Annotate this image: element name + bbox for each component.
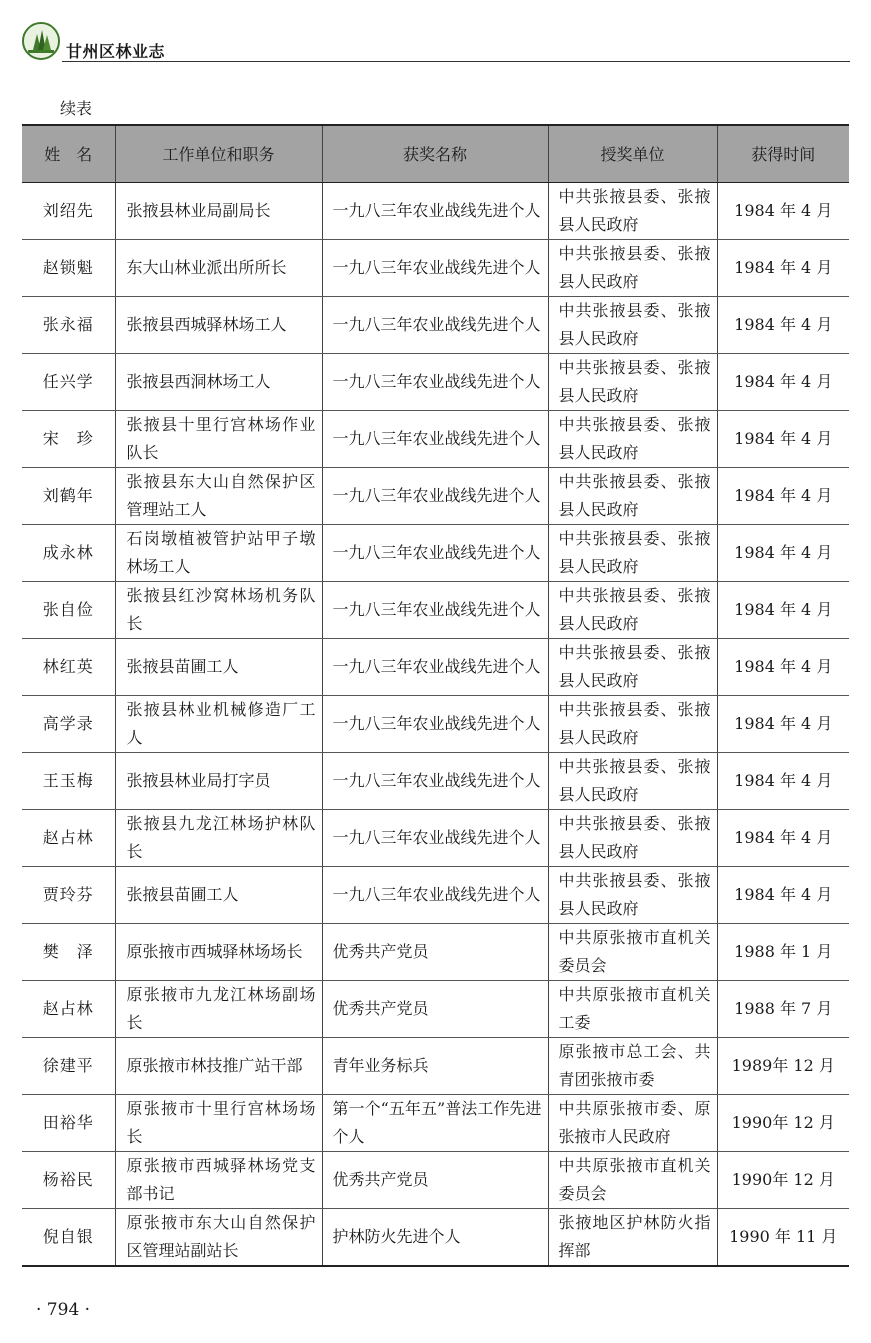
cell-grantor: 中共张掖县委、张掖县人民政府 bbox=[548, 524, 717, 581]
cell-date: 1988 年 1 月 bbox=[717, 923, 849, 980]
cell-name: 田裕华 bbox=[22, 1094, 115, 1151]
column-header-award: 获奖名称 bbox=[322, 125, 548, 182]
cell-name: 贾玲芬 bbox=[22, 866, 115, 923]
cell-award: 一九八三年农业战线先进个人 bbox=[322, 410, 548, 467]
table-row bbox=[22, 752, 849, 809]
cell-award: 第一个“五年五”普法工作先进个人 bbox=[322, 1094, 548, 1151]
table-row bbox=[22, 638, 849, 695]
cell-unit: 张掖县西洞林场工人 bbox=[115, 353, 322, 410]
cell-unit: 张掖县林业局副局长 bbox=[115, 182, 322, 239]
cell-grantor: 中共张掖县委、张掖县人民政府 bbox=[548, 752, 717, 809]
cell-award: 青年业务标兵 bbox=[322, 1037, 548, 1094]
column-header-grantor: 授奖单位 bbox=[548, 125, 717, 182]
cell-grantor: 中共张掖县委、张掖县人民政府 bbox=[548, 638, 717, 695]
cell-name: 张永福 bbox=[22, 296, 115, 353]
cell-date: 1990年 12 月 bbox=[717, 1094, 849, 1151]
cell-name: 林红英 bbox=[22, 638, 115, 695]
column-header-date: 获得时间 bbox=[717, 125, 849, 182]
cell-grantor: 中共张掖县委、张掖县人民政府 bbox=[548, 695, 717, 752]
cell-unit: 原张掖市西城驿林场场长 bbox=[115, 923, 322, 980]
cell-date: 1984 年 4 月 bbox=[717, 695, 849, 752]
cell-unit: 原张掖市东大山自然保护区管理站副站长 bbox=[115, 1208, 322, 1266]
cell-unit: 张掖县林业机械修造厂工人 bbox=[115, 695, 322, 752]
cell-grantor: 中共张掖县委、张掖县人民政府 bbox=[548, 581, 717, 638]
cell-unit: 原张掖市西城驿林场党支部书记 bbox=[115, 1151, 322, 1208]
cell-grantor: 中共张掖县委、张掖县人民政府 bbox=[548, 467, 717, 524]
cell-grantor: 中共原张掖市直机关委员会 bbox=[548, 1151, 717, 1208]
cell-date: 1984 年 4 月 bbox=[717, 410, 849, 467]
cell-date: 1984 年 4 月 bbox=[717, 239, 849, 296]
table-row bbox=[22, 581, 849, 638]
table-header-row bbox=[22, 125, 849, 182]
cell-grantor: 中共张掖县委、张掖县人民政府 bbox=[548, 182, 717, 239]
cell-award: 一九八三年农业战线先进个人 bbox=[322, 353, 548, 410]
cell-name: 刘鹤年 bbox=[22, 467, 115, 524]
cell-grantor: 中共张掖县委、张掖县人民政府 bbox=[548, 353, 717, 410]
cell-date: 1984 年 4 月 bbox=[717, 296, 849, 353]
table-row bbox=[22, 923, 849, 980]
cell-award: 护林防火先进个人 bbox=[322, 1208, 548, 1266]
cell-name: 刘绍先 bbox=[22, 182, 115, 239]
cell-date: 1984 年 4 月 bbox=[717, 467, 849, 524]
cell-award: 一九八三年农业战线先进个人 bbox=[322, 695, 548, 752]
cell-award: 优秀共产党员 bbox=[322, 923, 548, 980]
table-row bbox=[22, 1208, 849, 1266]
table-row bbox=[22, 353, 849, 410]
cell-grantor: 中共原张掖市直机关委员会 bbox=[548, 923, 717, 980]
cell-date: 1984 年 4 月 bbox=[717, 524, 849, 581]
cell-unit: 石岗墩植被管护站甲子墩林场工人 bbox=[115, 524, 322, 581]
cell-unit: 东大山林业派出所所长 bbox=[115, 239, 322, 296]
cell-unit: 张掖县十里行宫林场作业队长 bbox=[115, 410, 322, 467]
cell-unit: 张掖县林业局打字员 bbox=[115, 752, 322, 809]
cell-name: 任兴学 bbox=[22, 353, 115, 410]
cell-award: 一九八三年农业战线先进个人 bbox=[322, 638, 548, 695]
cell-date: 1988 年 7 月 bbox=[717, 980, 849, 1037]
page-number: · 794 · bbox=[36, 1300, 91, 1320]
cell-date: 1984 年 4 月 bbox=[717, 182, 849, 239]
cell-date: 1984 年 4 月 bbox=[717, 353, 849, 410]
cell-date: 1984 年 4 月 bbox=[717, 866, 849, 923]
table-row bbox=[22, 524, 849, 581]
table-row bbox=[22, 980, 849, 1037]
cell-name: 宋 珍 bbox=[22, 410, 115, 467]
table-row bbox=[22, 296, 849, 353]
cell-date: 1984 年 4 月 bbox=[717, 752, 849, 809]
cell-award: 一九八三年农业战线先进个人 bbox=[322, 467, 548, 524]
cell-grantor: 中共张掖县委、张掖县人民政府 bbox=[548, 866, 717, 923]
cell-name: 樊 泽 bbox=[22, 923, 115, 980]
cell-name: 徐建平 bbox=[22, 1037, 115, 1094]
forest-trees-icon bbox=[22, 22, 60, 60]
cell-award: 优秀共产党员 bbox=[322, 980, 548, 1037]
cell-award: 一九八三年农业战线先进个人 bbox=[322, 296, 548, 353]
column-header-name: 姓 名 bbox=[22, 125, 115, 182]
book-title: 甘州区林业志 bbox=[66, 42, 166, 61]
cell-name: 成永林 bbox=[22, 524, 115, 581]
cell-date: 1989年 12 月 bbox=[717, 1037, 849, 1094]
cell-date: 1984 年 4 月 bbox=[717, 638, 849, 695]
cell-award: 一九八三年农业战线先进个人 bbox=[322, 752, 548, 809]
cell-grantor: 张掖地区护林防火指挥部 bbox=[548, 1208, 717, 1266]
cell-unit: 张掖县红沙窝林场机务队长 bbox=[115, 581, 322, 638]
table-row bbox=[22, 1151, 849, 1208]
cell-date: 1990年 12 月 bbox=[717, 1151, 849, 1208]
table-row bbox=[22, 809, 849, 866]
cell-name: 王玉梅 bbox=[22, 752, 115, 809]
cell-grantor: 中共原张掖市直机关工委 bbox=[548, 980, 717, 1037]
table-row bbox=[22, 239, 849, 296]
cell-grantor: 中共原张掖市委、原张掖市人民政府 bbox=[548, 1094, 717, 1151]
column-header-unit: 工作单位和职务 bbox=[115, 125, 322, 182]
cell-unit: 原张掖市林技推广站干部 bbox=[115, 1037, 322, 1094]
cell-date: 1984 年 4 月 bbox=[717, 581, 849, 638]
cell-grantor: 中共张掖县委、张掖县人民政府 bbox=[548, 239, 717, 296]
cell-award: 一九八三年农业战线先进个人 bbox=[322, 239, 548, 296]
table-row bbox=[22, 1037, 849, 1094]
table-row bbox=[22, 866, 849, 923]
cell-grantor: 中共张掖县委、张掖县人民政府 bbox=[548, 809, 717, 866]
cell-date: 1984 年 4 月 bbox=[717, 809, 849, 866]
continued-label: 续表 bbox=[60, 99, 93, 118]
cell-award: 一九八三年农业战线先进个人 bbox=[322, 866, 548, 923]
cell-unit: 原张掖市九龙江林场副场长 bbox=[115, 980, 322, 1037]
awards-table bbox=[22, 124, 849, 1267]
cell-award: 一九八三年农业战线先进个人 bbox=[322, 581, 548, 638]
cell-name: 张自俭 bbox=[22, 581, 115, 638]
cell-award: 一九八三年农业战线先进个人 bbox=[322, 809, 548, 866]
cell-award: 一九八三年农业战线先进个人 bbox=[322, 182, 548, 239]
cell-grantor: 中共张掖县委、张掖县人民政府 bbox=[548, 410, 717, 467]
cell-name: 高学录 bbox=[22, 695, 115, 752]
cell-unit: 张掖县西城驿林场工人 bbox=[115, 296, 322, 353]
cell-unit: 张掖县苗圃工人 bbox=[115, 638, 322, 695]
cell-unit: 张掖县东大山自然保护区管理站工人 bbox=[115, 467, 322, 524]
cell-name: 倪自银 bbox=[22, 1208, 115, 1266]
table-row bbox=[22, 410, 849, 467]
table-row bbox=[22, 467, 849, 524]
cell-unit: 张掖县苗圃工人 bbox=[115, 866, 322, 923]
cell-name: 赵占林 bbox=[22, 980, 115, 1037]
cell-grantor: 中共张掖县委、张掖县人民政府 bbox=[548, 296, 717, 353]
cell-award: 优秀共产党员 bbox=[322, 1151, 548, 1208]
table-row bbox=[22, 1094, 849, 1151]
cell-name: 杨裕民 bbox=[22, 1151, 115, 1208]
running-header bbox=[22, 22, 850, 64]
header-rule bbox=[62, 61, 850, 62]
cell-date: 1990 年 11 月 bbox=[717, 1208, 849, 1266]
cell-unit: 张掖县九龙江林场护林队长 bbox=[115, 809, 322, 866]
cell-name: 赵占林 bbox=[22, 809, 115, 866]
cell-award: 一九八三年农业战线先进个人 bbox=[322, 524, 548, 581]
table-row bbox=[22, 182, 849, 239]
cell-unit: 原张掖市十里行宫林场场长 bbox=[115, 1094, 322, 1151]
table-row bbox=[22, 695, 849, 752]
cell-grantor: 原张掖市总工会、共青团张掖市委 bbox=[548, 1037, 717, 1094]
cell-name: 赵锁魁 bbox=[22, 239, 115, 296]
